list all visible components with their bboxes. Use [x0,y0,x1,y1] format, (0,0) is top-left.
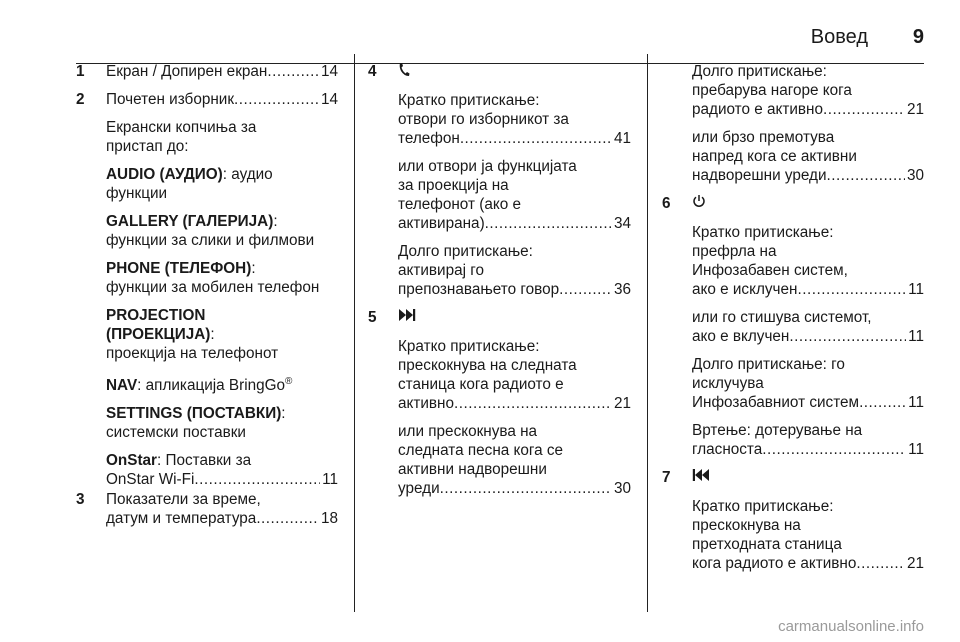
list-item-3 [76,490,338,528]
item-number: 3 [76,491,85,509]
page-ref: 18 [320,510,338,528]
entry-text: радиото е активно [692,101,824,118]
text-line: системски поставки [106,424,246,442]
text-line: активни надворешни [398,461,547,478]
text-line: Кратко притискање: [692,224,834,241]
registered-mark: ® [285,376,293,387]
entry-text: OnStar Wi-Fi [106,471,195,489]
leader-dots [234,90,319,109]
leader-dots [267,62,319,81]
page-title: Вовед [810,26,868,48]
page-ref: 21 [906,555,924,572]
list-item-6 [662,194,924,459]
text-line: активирај го [398,262,485,279]
toc-entry [398,214,631,233]
text-line: Долго притискање: [398,243,533,260]
leader-dots [454,394,612,413]
toc-entry [106,470,338,489]
text-span: : Поставки за [157,452,252,470]
text-span: : [281,405,286,423]
projection-entry [106,306,338,363]
item-number: 4 [368,63,377,80]
text-line [106,259,338,278]
power-icon [692,194,706,213]
entry-text: гласноста [692,441,763,458]
gallery-entry [106,212,338,250]
watermark[interactable]: carmanualsonline.info [778,618,924,635]
list-item-4 [368,62,631,299]
onstar-entry [106,451,338,489]
text-line: пребарува нагоре кога [692,82,852,99]
toc-entry [106,90,338,109]
page-ref: 11 [322,471,338,489]
entry-text: датум и температура [106,510,257,528]
leader-dots [559,280,612,299]
text-line: Кратко притискање: [398,92,540,109]
short-press-4-alt [398,157,631,233]
entry-text: телефон [398,130,460,147]
text-span: : [251,260,256,277]
list-item-2 [76,90,338,489]
entry-text: препознавањето говор [398,281,560,298]
phone-icon [398,62,410,83]
long-press-4 [398,242,631,299]
entry-text: ако е вклучен [692,328,790,345]
item-number: 1 [76,63,85,80]
entry-text: кога радиото е активно [692,555,857,572]
toc-entry [398,280,631,299]
text-span: : апликација BringGo [137,377,286,395]
text-line: Кратко притискање: [692,498,834,515]
list-item-7 [662,468,924,573]
leader-dots [789,327,906,346]
skip-next-icon [398,308,416,327]
audio-entry [106,165,338,203]
text-line: функции за мобилен телефон [106,279,320,296]
column-3 [662,62,924,582]
page-ref: 11 [908,328,924,345]
text-line: Долго притискање: [692,63,827,80]
toc-entry [692,166,924,185]
page-ref: 11 [908,441,924,458]
text-line: проекција на телефонот [106,345,279,362]
text-line: или брзо премотува [692,129,835,146]
text-line: станица кога радиото е [398,376,564,393]
bold-term: NAV [106,377,138,395]
text-line [106,325,338,344]
text-line: за проекција на [398,177,509,194]
page-ref: 30 [906,167,924,184]
leader-dots [823,100,905,119]
bold-term: SETTINGS (ПОСТАВКИ) [106,405,282,423]
text-line: исклучува [692,375,764,392]
short-press-6-alt [692,308,924,346]
item-number: 5 [368,309,377,326]
intro-text [106,118,338,156]
nav-entry [106,372,338,395]
page-header [0,26,960,52]
page-ref: 14 [320,91,338,108]
text-line: Долго притискање: го [692,356,845,373]
toc-entry [692,393,924,412]
entry-text: ако е исклучен [692,281,798,298]
long-press-6 [692,355,924,412]
page-ref: 14 [320,63,338,80]
page-ref: 30 [613,480,631,497]
icon-row [692,468,924,488]
toc-entry [692,280,924,299]
long-press-5-alt [692,128,924,185]
text-line: отвори го изборникот за [398,111,569,128]
text-line: функции [106,185,168,202]
entry-text: Екран / Допирен екран [106,63,268,80]
short-press-7 [692,497,924,573]
leader-dots [440,479,612,498]
long-press-5 [692,62,924,119]
icon-row [398,62,631,82]
leader-dots [194,470,320,489]
page-ref: 34 [613,215,631,232]
toc-entry [692,440,924,459]
list-item-5-cont [662,62,924,185]
page-ref: 21 [613,395,631,412]
entry-text: надворешни уреди [692,167,827,184]
column-divider-1 [354,54,355,612]
phone-entry [106,259,338,297]
settings-entry [106,404,338,442]
column-2 [368,62,631,507]
entry-text: активно [398,395,455,412]
text-line: Инфозабавен систем, [692,262,848,279]
toc-entry [106,509,338,528]
text-line: или го стишува системот, [692,309,872,326]
text-line: следната песна кога се [398,442,564,459]
rotate-6 [692,421,924,459]
bold-term: PHONE (ТЕЛЕФОН) [106,260,252,277]
text-line: прескокнува на [692,517,801,534]
leader-dots [762,440,906,459]
page-ref: 21 [906,101,924,118]
text-line: Вртење: дотерување на [692,422,863,439]
leader-dots [859,393,906,412]
page-ref: 36 [613,281,631,298]
entry-text: уреди [398,480,440,497]
toc-entry [398,479,631,498]
skip-previous-icon [692,468,710,487]
text-line [106,212,338,231]
item-number: 2 [76,91,85,108]
item-number: 7 [662,469,671,486]
bold-term: AUDIO (АУДИО) [106,166,223,183]
leader-dots [485,214,612,233]
text-line [106,451,338,470]
text-line: Кратко притискање: [398,338,540,355]
icon-row [692,194,924,214]
entry-text: Почетен изборник [106,91,235,108]
text-line: напред кога се активни [692,148,857,165]
toc-entry [692,100,924,119]
toc-entry [398,129,631,148]
text-line: префрла на [692,243,777,260]
text-line: телефонот (ако е [398,196,521,213]
text-line [106,165,338,184]
text-line: пристап до: [106,138,189,155]
list-item-1 [76,62,338,81]
leader-dots [460,129,612,148]
text-line: Показатели за време, [106,491,261,509]
bold-term: GALLERY (ГАЛЕРИЈА) [106,213,274,230]
leader-dots [856,554,905,573]
leader-dots [256,509,319,528]
page-ref: 11 [908,394,924,411]
text-line: претходната станица [692,536,842,553]
text-line: Екрански копчиња за [106,119,257,136]
text-line: или прескокнува на [398,423,538,440]
item-number: 6 [662,195,671,212]
icon-row [398,308,631,328]
bold-term: (ПРОЕКЦИЈА) [106,326,211,343]
toc-entry [692,327,924,346]
column-divider-2 [647,54,648,612]
bold-term: OnStar [106,452,157,470]
short-press-5 [398,337,631,413]
short-press-4 [398,91,631,148]
page-ref: 41 [613,130,631,147]
text-span: : [273,213,278,230]
bold-term: PROJECTION [106,307,206,324]
text-line [106,404,338,423]
leader-dots [797,280,906,299]
text-line: функции за слики и филмови [106,232,315,249]
short-press-6 [692,223,924,299]
page-ref: 11 [908,281,924,298]
text-span: : аудио [222,166,273,183]
text-line: прескокнува на следната [398,357,577,374]
page-number: 9 [912,26,924,48]
text-span: : [210,326,215,343]
toc-entry [398,394,631,413]
text-line [106,372,338,395]
toc-entry [692,554,924,573]
short-press-5-alt [398,422,631,498]
entry-text: активирана) [398,215,485,232]
leader-dots [827,166,905,185]
text-line: или отвори ја функцијата [398,158,577,175]
entry-text: Инфозабавниот систем [692,394,860,411]
list-item-5 [368,308,631,498]
column-1 [76,62,338,528]
text-line [106,306,338,325]
toc-entry [106,62,338,81]
